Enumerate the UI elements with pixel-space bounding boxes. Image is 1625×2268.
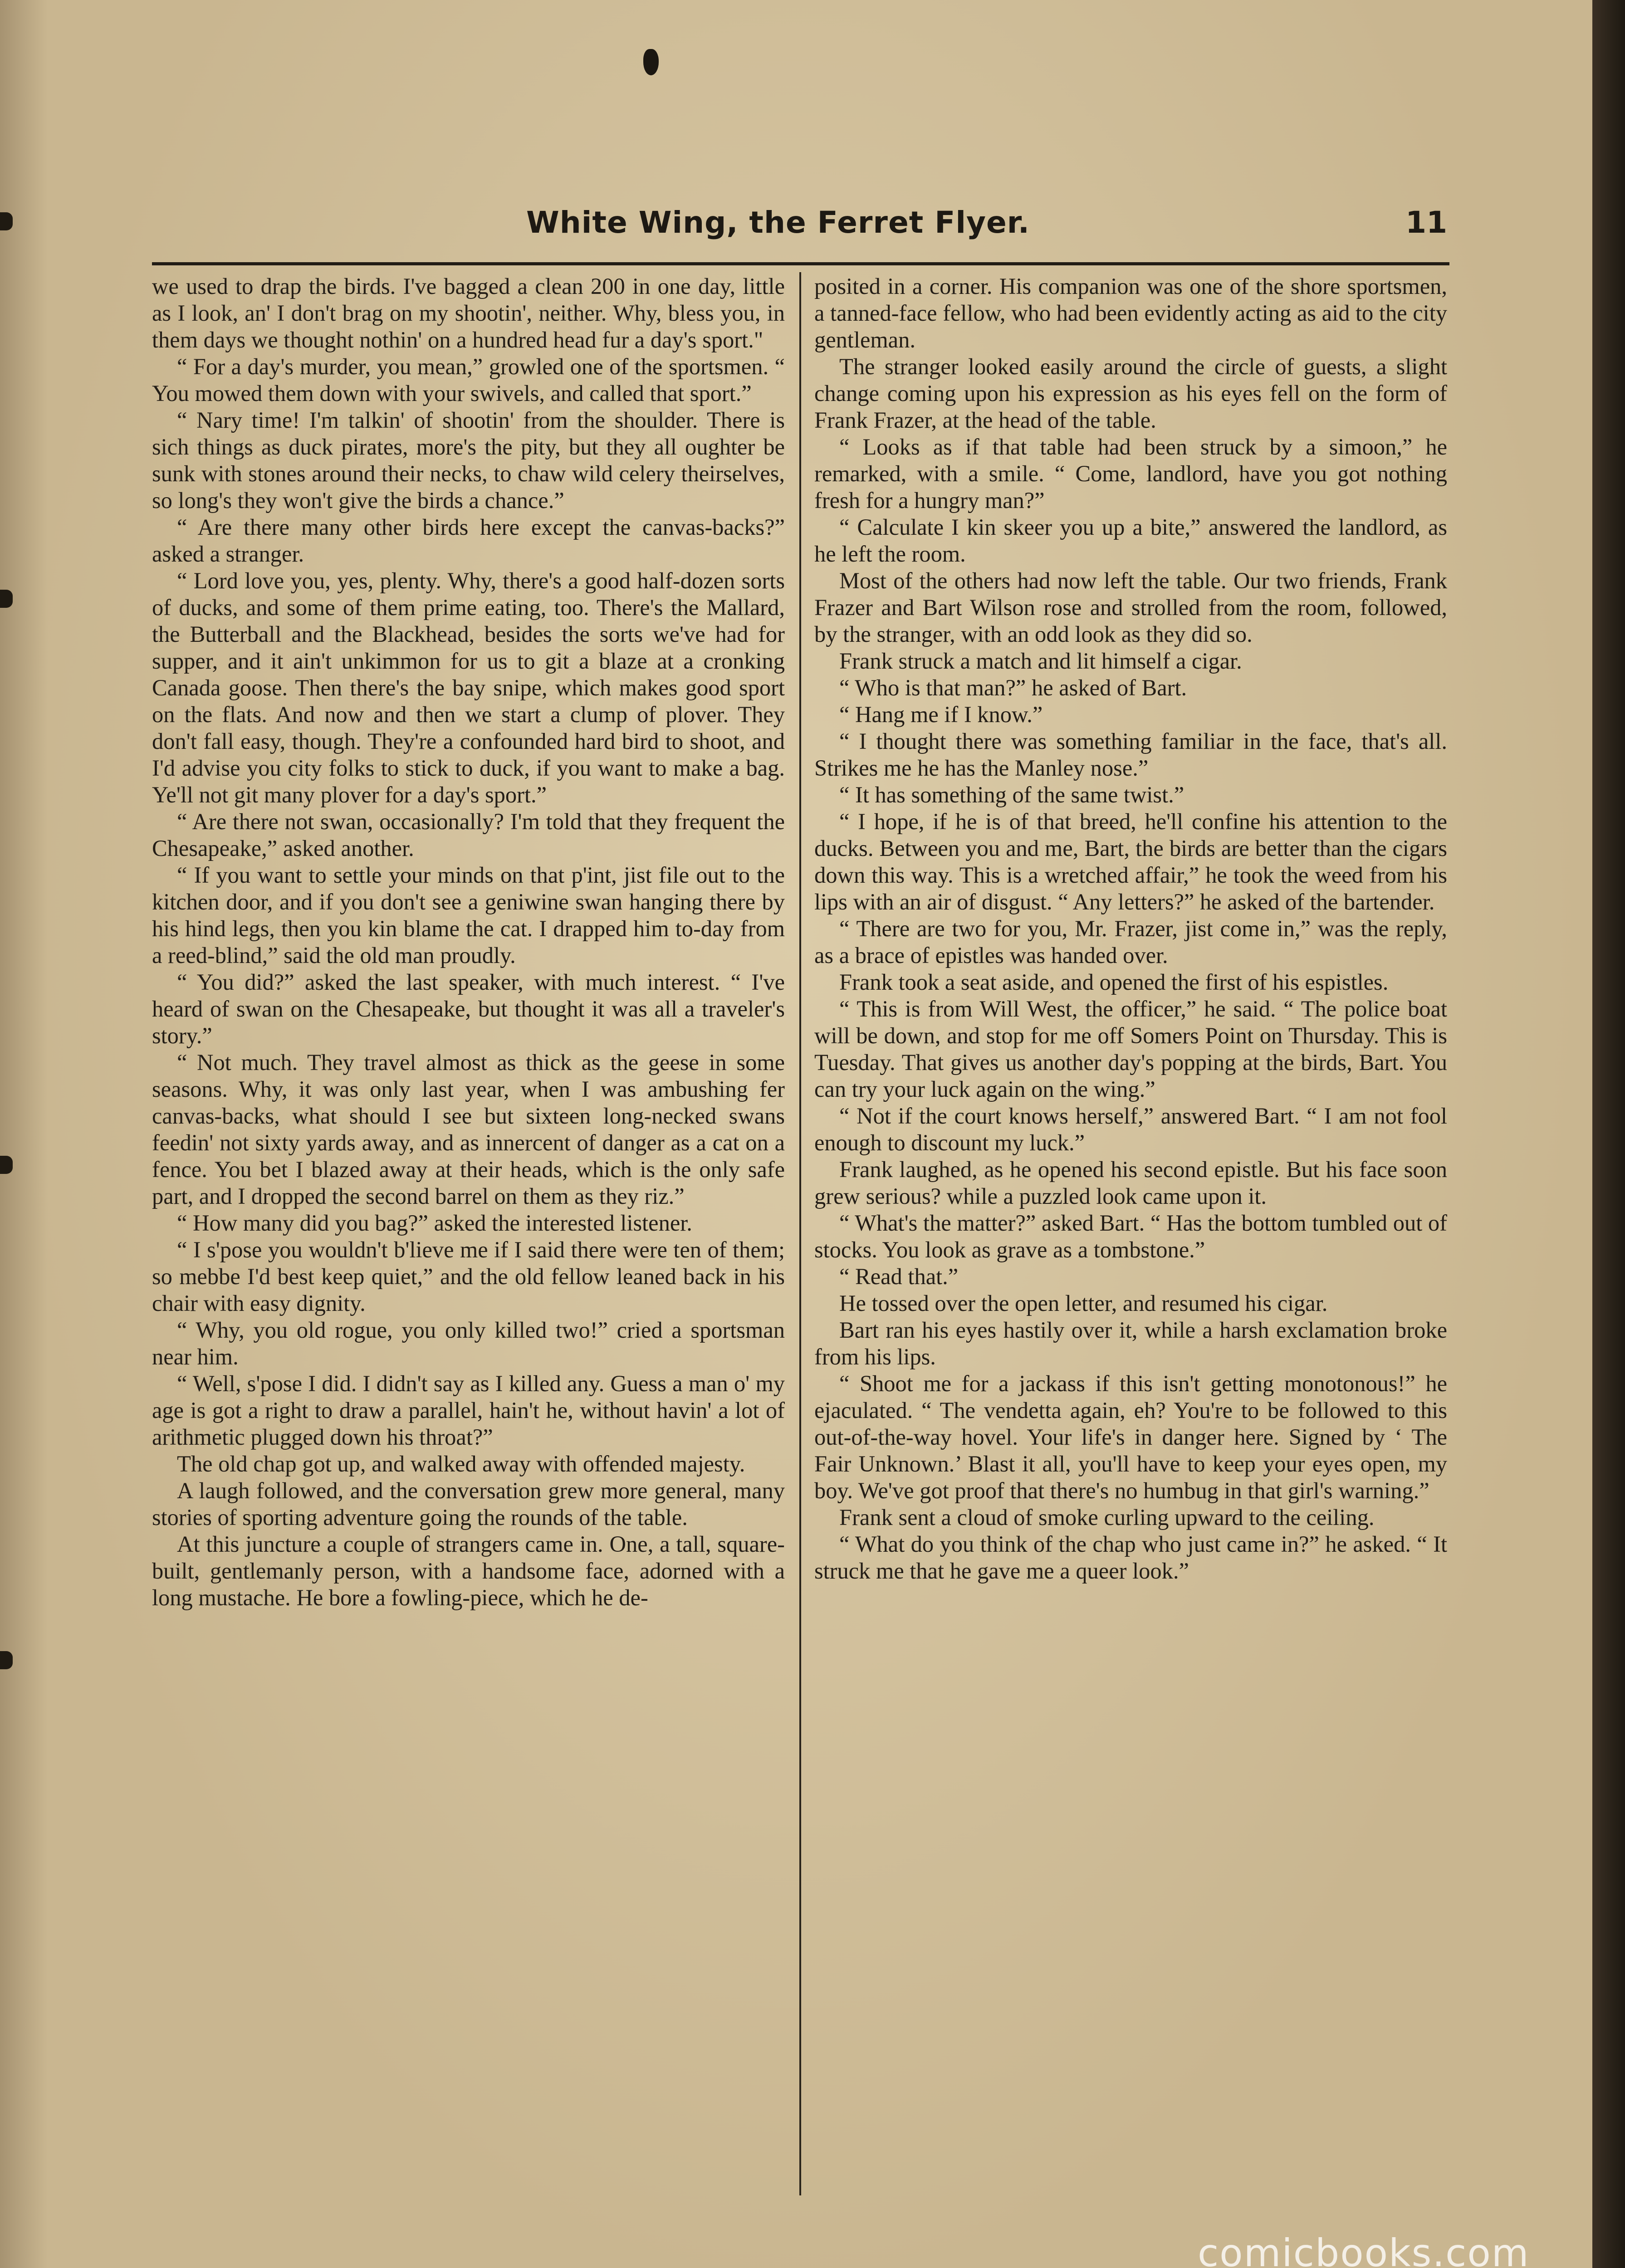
- paragraph: “ What's the matter?” asked Bart. “ Has the bottom tumbled out of stocks. You look as grave as a tombstone.”: [814, 1210, 1447, 1262]
- paragraph: “ Calculate I kin skeer you up a bite,” answered the landlord, as he left the room.: [814, 514, 1447, 567]
- binding-hole: [0, 1651, 13, 1669]
- paragraph: “ Hang me if I know.”: [839, 702, 1043, 727]
- paragraph: “ Not much. They travel almost as thick as the geese in some seasons. Why, it was only last year, when I was ambushing fer canvas-backs, what should I see but sixteen long-necked swans feedin' not sixty yards away, and as innercent of danger as a cat on a fence. You bet I blazed away at their heads, which is the only safe part, and I dropped the second barrel on them as they riz.”: [152, 1050, 785, 1209]
- paragraph: Frank struck a match and lit himself a cigar.: [839, 648, 1242, 674]
- left-column: [152, 273, 785, 2196]
- ink-blot: [643, 49, 659, 75]
- paragraph: we used to drap the birds. I've bagged a clean 200 in one day, little as I look, an' I don't brag on my shootin', neither. Why, bless you, in them days we thought nothin' on a hundred head fur a day's sport.": [152, 274, 785, 352]
- binding-hole: [0, 590, 13, 608]
- paragraph: Frank laughed, as he opened his second epistle. But his face soon grew serious? while a puzzled look came upon it.: [814, 1157, 1447, 1209]
- header-rule: [152, 262, 1449, 265]
- site-watermark: comicbooks.com: [1198, 2231, 1530, 2268]
- page-number: 11: [1405, 205, 1447, 240]
- paragraph: “ There are two for you, Mr. Frazer, jist come in,” was the reply, as a brace of epistles was handed over.: [814, 916, 1447, 968]
- paragraph: “ What do you think of the chap who just came in?” he asked. “ It struck me that he gave me a queer look.”: [814, 1531, 1447, 1584]
- paragraph: “ It has something of the same twist.”: [839, 782, 1184, 807]
- paragraph: Bart ran his eyes hastily over it, while a harsh exclamation broke from his lips.: [814, 1317, 1447, 1369]
- paragraph: posited in a corner. His companion was one of the shore sportsmen, a tanned-face fellow, who had been evidently acting as aid to the city gentleman.: [814, 274, 1447, 352]
- paragraph: “ Why, you old rogue, you only killed two!” cried a sportsman near him.: [152, 1317, 785, 1369]
- paragraph: “ This is from Will West, the officer,” he said. “ The police boat will be down, and stop for me off Somers Point on Thursday. This is Tuesday. That gives us another day's popping at the birds, Bart. You can try your luck again on the wing.”: [814, 996, 1447, 1102]
- paragraph: The old chap got up, and walked away with offended majesty.: [177, 1451, 745, 1476]
- paragraph: Frank sent a cloud of smoke curling upward to the ceiling.: [839, 1505, 1375, 1530]
- paragraph: “ How many did you bag?” asked the interested listener.: [177, 1210, 692, 1236]
- running-title: White Wing, the Ferret Flyer.: [526, 205, 1030, 240]
- paragraph: “ Who is that man?” he asked of Bart.: [839, 675, 1187, 700]
- paragraph: “ If you want to settle your minds on that p'int, jist file out to the kitchen door, and if you don't see a geniwine swan hanging there by his hind legs, then you kin blame the cat. I drapped him to-day from a reed-blind,” said the old man proudly.: [152, 862, 785, 968]
- paragraph: At this juncture a couple of strangers came in. One, a tall, square-built, gentlemanly person, with a handsome face, adorned with a long mustache. He bore a fowling-piece, which he de-: [152, 1531, 785, 1610]
- paragraph: “ For a day's murder, you mean,” growled one of the sportsmen. “ You mowed them down with your swivels, and called that sport.”: [152, 354, 785, 406]
- paragraph: “ Lord love you, yes, plenty. Why, there's a good half-dozen sorts of ducks, and some of them prime eating, too. There's the Mallard, the Butterball and the Blackhead, besides the sorts we've had for supper, and it ain't unkimmon for us to git a blaze at a cronking Canada goose. Then there's the bay snipe, which makes good sport on the flats. And now and then we start a clump of plover. They don't fall easy, though. They're a confounded hard bird to shoot, and I'd advise you city folks to stick to duck, if you want to make a bag. Ye'll not git many plover for a day's sport.”: [152, 568, 785, 807]
- paragraph: “ Read that.”: [839, 1264, 959, 1289]
- page-edge-shadow: [1592, 0, 1625, 2268]
- column-divider: [799, 272, 801, 2195]
- running-header: [526, 205, 1447, 246]
- paragraph: Most of the others had now left the table. Our two friends, Frank Frazer and Bart Wilson rose and strolled from the room, followed, by the stranger, with an odd look as they did so.: [814, 568, 1447, 647]
- paragraph: “ Nary time! I'm talkin' of shootin' from the shoulder. There is sich things as duck pirates, more's the pity, but they all oughter be sunk with stones around their necks, to chaw wild celery theirselves, so long's they won't give the birds a chance.”: [152, 407, 785, 513]
- paragraph: A laugh followed, and the conversation grew more general, many stories of sporting adventure going the rounds of the table.: [152, 1478, 785, 1530]
- binding-hole: [0, 212, 13, 230]
- paragraph: He tossed over the open letter, and resumed his cigar.: [839, 1290, 1328, 1316]
- paragraph: “ Shoot me for a jackass if this isn't getting monotonous!” he ejaculated. “ The vendetta again, eh? You're to be followed to this out-of-the-way hovel. Your life's in danger here. Signed by ‘ The Fair Unknown.’ Blast it all, you'll have to keep your eyes open, my boy. We've got proof that there's no humbug in that girl's warning.”: [814, 1371, 1447, 1503]
- paragraph: “ I hope, if he is of that breed, he'll confine his attention to the ducks. Between you and me, Bart, the birds are better than the cigars down this way. This is a wretched affair,” he took the weed from his lips with an air of disgust. “ Any letters?” he asked of the bartender.: [814, 809, 1447, 914]
- paragraph: “ Well, s'pose I did. I didn't say as I killed any. Guess a man o' my age is got a right to draw a parallel, hain't he, without havin' a lot of arithmetic plugged down his throat?”: [152, 1371, 785, 1450]
- right-column: [814, 273, 1447, 2196]
- binding-hole: [0, 1156, 13, 1174]
- paragraph: Frank took a seat aside, and opened the first of his espistles.: [839, 969, 1389, 995]
- paragraph: “ You did?” asked the last speaker, with much interest. “ I've heard of swan on the Chesapeake, but thought it was all a traveler's story.”: [152, 969, 785, 1048]
- paragraph: “ Are there many other birds here except the canvas-backs?” asked a stranger.: [152, 514, 785, 567]
- paragraph: “ Looks as if that table had been struck by a simoon,” he remarked, with a smile. “ Come, landlord, have you got nothing fresh for a hungry man?”: [814, 434, 1447, 513]
- paragraph: The stranger looked easily around the circle of guests, a slight change coming upon his expression as his eyes fell on the form of Frank Frazer, at the head of the table.: [814, 354, 1447, 433]
- paragraph: “ Are there not swan, occasionally? I'm told that they frequent the Chesapeake,” asked another.: [152, 809, 785, 861]
- paragraph: “ Not if the court knows herself,” answered Bart. “ I am not fool enough to discount my luck.”: [814, 1103, 1447, 1155]
- paragraph: “ I thought there was something familiar in the face, that's all. Strikes me he has the Manley nose.”: [814, 728, 1447, 781]
- paragraph: “ I s'pose you wouldn't b'lieve me if I said there were ten of them; so mebbe I'd best keep quiet,” and the old fellow leaned back in his chair with easy dignity.: [152, 1237, 785, 1316]
